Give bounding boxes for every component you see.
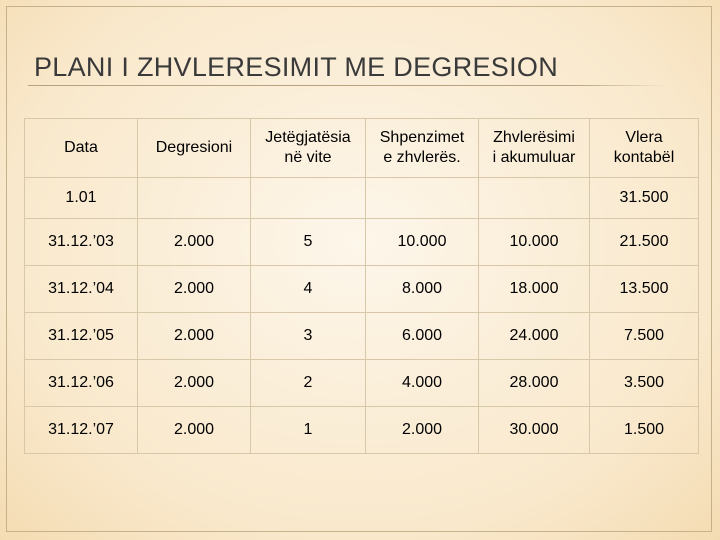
table-cell-accumulated-depreciation: 24.000	[479, 313, 590, 360]
header-cell-book-value: Vlera kontabël	[590, 119, 699, 178]
table-row	[25, 313, 699, 360]
table-cell-useful-life: 1	[251, 407, 366, 454]
table-cell-degression: 2.000	[138, 313, 251, 360]
table-cell-accumulated-depreciation	[479, 178, 590, 219]
table-cell-degression	[138, 178, 251, 219]
table-cell-depreciation-expense: 6.000	[366, 313, 479, 360]
table-cell-book-value: 21.500	[590, 219, 699, 266]
table-cell-degression: 2.000	[138, 266, 251, 313]
table-cell-depreciation-expense: 4.000	[366, 360, 479, 407]
table-cell-book-value: 7.500	[590, 313, 699, 360]
header-cell-accumulated-depreciation: Zhvlerësimi i akumuluar	[479, 119, 590, 178]
table-cell-useful-life: 4	[251, 266, 366, 313]
header-cell-depreciation-expense: Shpenzimet e zhvlerës.	[366, 119, 479, 178]
table-cell-useful-life: 5	[251, 219, 366, 266]
table-cell-useful-life	[251, 178, 366, 219]
table-cell-depreciation-expense: 10.000	[366, 219, 479, 266]
table-cell-book-value: 31.500	[590, 178, 699, 219]
header-cell-date: Data	[25, 119, 138, 178]
header-cell-degression: Degresioni	[138, 119, 251, 178]
table-cell-depreciation-expense	[366, 178, 479, 219]
table-cell-date: 31.12.’04	[25, 266, 138, 313]
table-cell-book-value: 1.500	[590, 407, 699, 454]
table-header-row	[25, 119, 699, 178]
depreciation-table	[24, 118, 699, 454]
table-cell-accumulated-depreciation: 30.000	[479, 407, 590, 454]
table-cell-date: 31.12.’03	[25, 219, 138, 266]
table-row	[25, 360, 699, 407]
table-cell-accumulated-depreciation: 28.000	[479, 360, 590, 407]
table-cell-book-value: 3.500	[590, 360, 699, 407]
table-cell-date: 31.12.’06	[25, 360, 138, 407]
table-cell-accumulated-depreciation: 18.000	[479, 266, 590, 313]
table-cell-date: 31.12.’07	[25, 407, 138, 454]
table-cell-degression: 2.000	[138, 407, 251, 454]
table-cell-date: 1.01	[25, 178, 138, 219]
table-cell-date: 31.12.’05	[25, 313, 138, 360]
table-cell-depreciation-expense: 8.000	[366, 266, 479, 313]
slide-title: PLANI I ZHVLERESIMIT ME DEGRESION	[34, 52, 559, 82]
table-row	[25, 178, 699, 219]
header-cell-useful-life: Jetëgjatësia në vite	[251, 119, 366, 178]
table-row	[25, 219, 699, 266]
table-cell-degression: 2.000	[138, 360, 251, 407]
table-cell-book-value: 13.500	[590, 266, 699, 313]
table-cell-accumulated-depreciation: 10.000	[479, 219, 590, 266]
table-cell-useful-life: 2	[251, 360, 366, 407]
table-cell-degression: 2.000	[138, 219, 251, 266]
table-cell-useful-life: 3	[251, 313, 366, 360]
table-row	[25, 266, 699, 313]
table-cell-depreciation-expense: 2.000	[366, 407, 479, 454]
table-row	[25, 407, 699, 454]
title-underline	[28, 85, 668, 86]
